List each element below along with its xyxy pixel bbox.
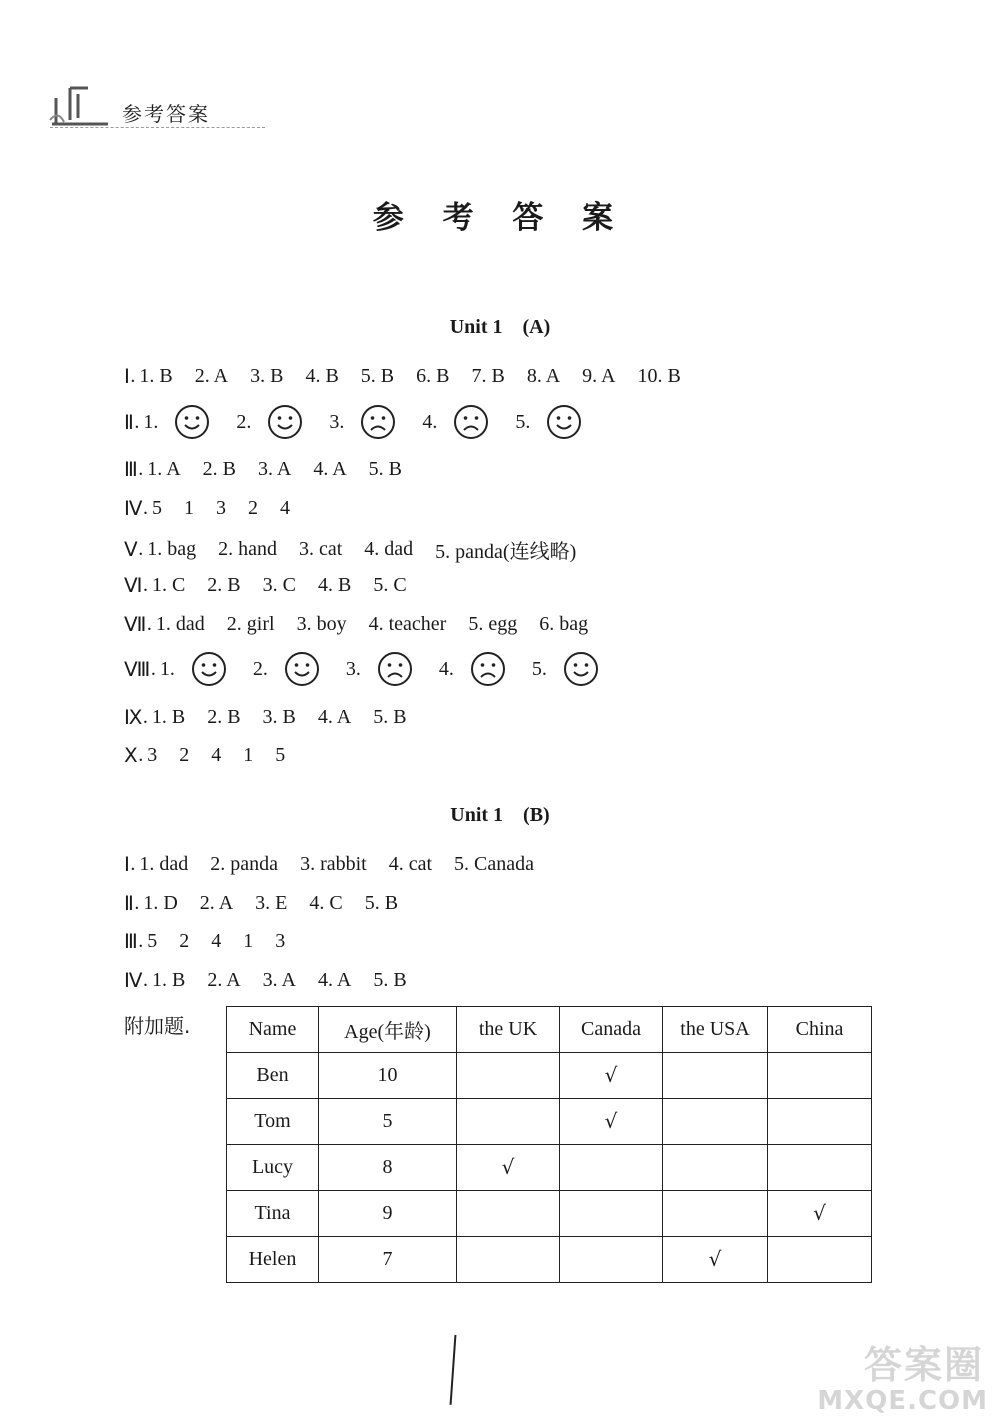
roman-numeral: Ⅲ [124,931,139,953]
answer-number: 3. [345,657,361,680]
answer-item: 3 [275,930,286,952]
country-cell [560,1237,663,1283]
answer-item: 2 [179,930,190,952]
answer-item: 5. B [364,892,399,914]
face-answer [160,651,227,687]
answer-row [124,404,608,440]
table-header-cell: the UK [457,1007,560,1053]
unit-b-title: Unit 1 (B) [450,804,550,826]
answer-item: 1. B [151,969,186,991]
roman-numeral: Ⅳ [124,498,143,520]
smiley-face-icon [267,404,303,440]
answer-item: 2. B [202,458,236,480]
roman-numeral: Ⅱ [124,411,135,434]
answer-item: 5. B [373,969,407,991]
answer-item: 1 [243,930,254,952]
country-cell [768,1191,872,1237]
numeral-separator: . [142,574,148,596]
answer-item: 3. cat [298,538,343,560]
age-cell: 8 [319,1145,457,1191]
answer-item: 2. A [194,365,229,387]
face-answer [143,404,210,440]
country-cell [663,1237,768,1283]
country-cell [663,1099,768,1145]
numeral-separator: . [142,969,148,991]
answer-item: 2. B [207,706,241,728]
answer-item: 3. boy [296,613,347,635]
country-cell [560,1191,663,1237]
numeral-separator: . [142,497,148,519]
answer-row [124,705,429,730]
table-row [227,1145,872,1191]
bonus-question-label: 附加题. [124,1014,191,1038]
country-cell [457,1145,560,1191]
table-header-cell: China [768,1007,872,1053]
answer-item: 1. dad [155,613,205,635]
answer-number: 2. [236,410,252,433]
answer-item: 7. B [471,365,505,387]
country-cell [457,1191,560,1237]
age-cell: 10 [319,1053,457,1099]
answer-item: 4. C [309,892,343,914]
answer-item: 1. bag [147,538,197,560]
answer-item: 3. B [262,706,296,728]
roman-numeral: Ⅲ [124,459,139,481]
name-cell: Ben [227,1053,319,1099]
table-header-cell: Name [227,1007,319,1053]
table-row [227,1237,872,1283]
numeral-separator: . [150,657,156,680]
answer-item: 4. B [317,574,352,596]
answer-item: 2. girl [226,613,275,635]
answer-number: 1. [143,410,159,433]
answer-item: 2 [179,744,190,766]
answer-row [124,651,625,687]
smiley-face-icon [174,404,210,440]
sad-face-icon [360,404,396,440]
roman-numeral: Ⅷ [124,658,151,681]
answer-row [124,612,610,637]
table-header-cell: the USA [663,1007,768,1053]
name-cell: Tina [227,1191,319,1237]
watermark [788,1328,994,1422]
answer-item: 2. A [207,969,241,991]
country-cell [457,1053,560,1099]
table-row [227,1053,872,1099]
answer-item: 4. A [318,969,352,991]
answer-row [124,891,420,916]
answer-item: 5 [275,744,286,766]
numeral-separator: . [134,892,140,914]
table-header-cell: Canada [560,1007,663,1053]
answer-item: 4. A [313,458,347,480]
answer-item: 3 [147,744,158,766]
answer-row [124,457,424,482]
answer-item: 1. D [143,892,178,914]
numeral-separator: . [146,613,152,635]
numeral-separator: . [134,410,140,433]
answer-item: 8. A [526,365,561,387]
answer-item: 5. Canada [454,853,535,875]
answer-item: 1. dad [139,853,189,875]
country-cell [768,1145,872,1191]
answer-item: 3. A [257,458,292,480]
name-cell: Tom [227,1099,319,1145]
answer-item: 1. B [151,706,186,728]
answer-number: 4. [422,410,438,433]
answer-item: 4 [211,930,222,952]
answer-item: 5. B [373,706,407,728]
answer-item: 5. egg [468,613,518,635]
table-header-row [227,1007,872,1053]
numeral-separator: . [138,538,144,560]
numeral-separator: . [130,365,136,387]
answer-item: 1. A [147,458,181,480]
check-mark-icon: √ [708,1247,722,1271]
answer-item: 4. cat [388,853,433,875]
answer-row [124,364,703,389]
answer-item: 3 [215,497,226,519]
answer-item: 5. panda(连线略) [435,541,577,563]
face-answer [515,404,582,440]
check-mark-icon: √ [604,1109,618,1133]
answer-item: 2. hand [218,538,277,560]
answer-item: 2. B [207,574,241,596]
answer-item: 4. teacher [368,613,447,635]
answer-number: 2. [252,657,268,680]
answer-item: 3. rabbit [300,853,367,875]
roman-numeral: Ⅱ [124,893,135,915]
answer-row [124,852,556,877]
sad-face-icon [470,651,506,687]
answer-number: 1. [159,657,175,680]
country-cell [663,1053,768,1099]
face-answer [439,651,506,687]
roman-numeral: Ⅳ [124,970,143,992]
answer-item: 1. C [151,574,186,596]
numeral-separator: . [138,458,144,480]
numeral-separator: . [142,706,148,728]
answer-item: 2 [247,497,258,519]
name-cell: Helen [227,1237,319,1283]
answer-item: 6. bag [539,613,589,635]
watermark-logo-text: 答案圈 [863,1343,984,1387]
face-answer [253,651,320,687]
age-cell: 5 [319,1099,457,1145]
answer-item: 4. B [305,365,339,387]
face-answer [532,651,599,687]
answer-item: 3. E [255,892,288,914]
smiley-face-icon [563,651,599,687]
bonus-answer-table [226,1006,872,1283]
watermark-url: MXQE.COM [817,1386,988,1416]
country-cell [663,1191,768,1237]
roman-numeral: Ⅶ [124,614,147,636]
answer-item: 1 [243,744,254,766]
smiley-face-icon [191,651,227,687]
face-answer [329,404,396,440]
roman-numeral: Ⅵ [124,575,143,597]
answer-number: 3. [329,410,345,433]
name-cell: Lucy [227,1145,319,1191]
face-answer [422,404,489,440]
check-mark-icon: √ [813,1201,826,1225]
numeral-separator: . [138,744,144,766]
table-header-cell: Age(年龄) [319,1007,457,1053]
country-cell [768,1053,872,1099]
answer-row [124,929,307,954]
answer-item: 4 [211,744,222,766]
answer-item: 4. A [317,706,352,728]
roman-numeral: Ⅴ [124,539,139,561]
answer-item: 1 [183,497,194,519]
answer-row [124,968,429,993]
country-cell [560,1053,663,1099]
country-cell [560,1145,663,1191]
roman-numeral: Ⅰ [124,854,131,876]
answer-item: 3. B [250,365,284,387]
header-divider [50,127,265,128]
answer-item: 3. C [262,574,296,596]
answer-item: 6. B [416,365,450,387]
country-cell [457,1099,560,1145]
age-cell: 9 [319,1191,457,1237]
answer-item: 4 [279,497,290,519]
roman-numeral: Ⅰ [124,366,131,388]
sad-face-icon [453,404,489,440]
answer-row [124,573,429,598]
answer-item: 3. A [262,969,296,991]
unit-a-title: Unit 1 (A) [449,316,551,338]
table-row [227,1191,872,1237]
answer-item: 9. A [582,365,616,387]
answer-item: 4. dad [364,538,414,560]
sad-face-icon [377,651,413,687]
age-cell: 7 [319,1237,457,1283]
numeral-separator: . [138,930,144,952]
table-row [227,1099,872,1145]
answer-item: 5 [147,930,158,952]
page-title: 参 考 答 案 [372,200,628,236]
answer-item: 2. A [199,892,234,914]
roman-numeral: Ⅸ [124,707,143,729]
smiley-face-icon [284,651,320,687]
answer-item: 2. panda [210,853,279,875]
check-mark-icon: √ [604,1063,618,1087]
answer-item: 5. B [368,458,403,480]
running-header: 参考答案 [122,102,210,126]
answer-number: 4. [438,657,454,680]
answer-number: 5. [531,657,547,680]
numeral-separator: . [130,853,136,875]
answer-row [124,535,598,564]
smiley-face-icon [546,404,582,440]
country-cell [768,1237,872,1283]
face-answer [236,404,303,440]
answer-row [124,743,307,768]
country-cell [663,1145,768,1191]
answer-item: 1. B [139,365,173,387]
answer-item: 10. B [637,365,681,387]
country-cell [768,1099,872,1145]
answer-item: 5. C [373,574,407,596]
roman-numeral: Ⅹ [124,745,139,767]
check-mark-icon: √ [501,1155,515,1179]
pen-stroke-mark [450,1335,461,1405]
face-answer [346,651,413,687]
country-cell [560,1099,663,1145]
answer-row [124,496,312,521]
country-cell [457,1237,560,1283]
answer-item: 5. B [360,365,395,387]
answer-item: 5 [151,497,162,519]
answer-number: 5. [515,410,531,433]
corner-decoration-icon [48,80,118,128]
